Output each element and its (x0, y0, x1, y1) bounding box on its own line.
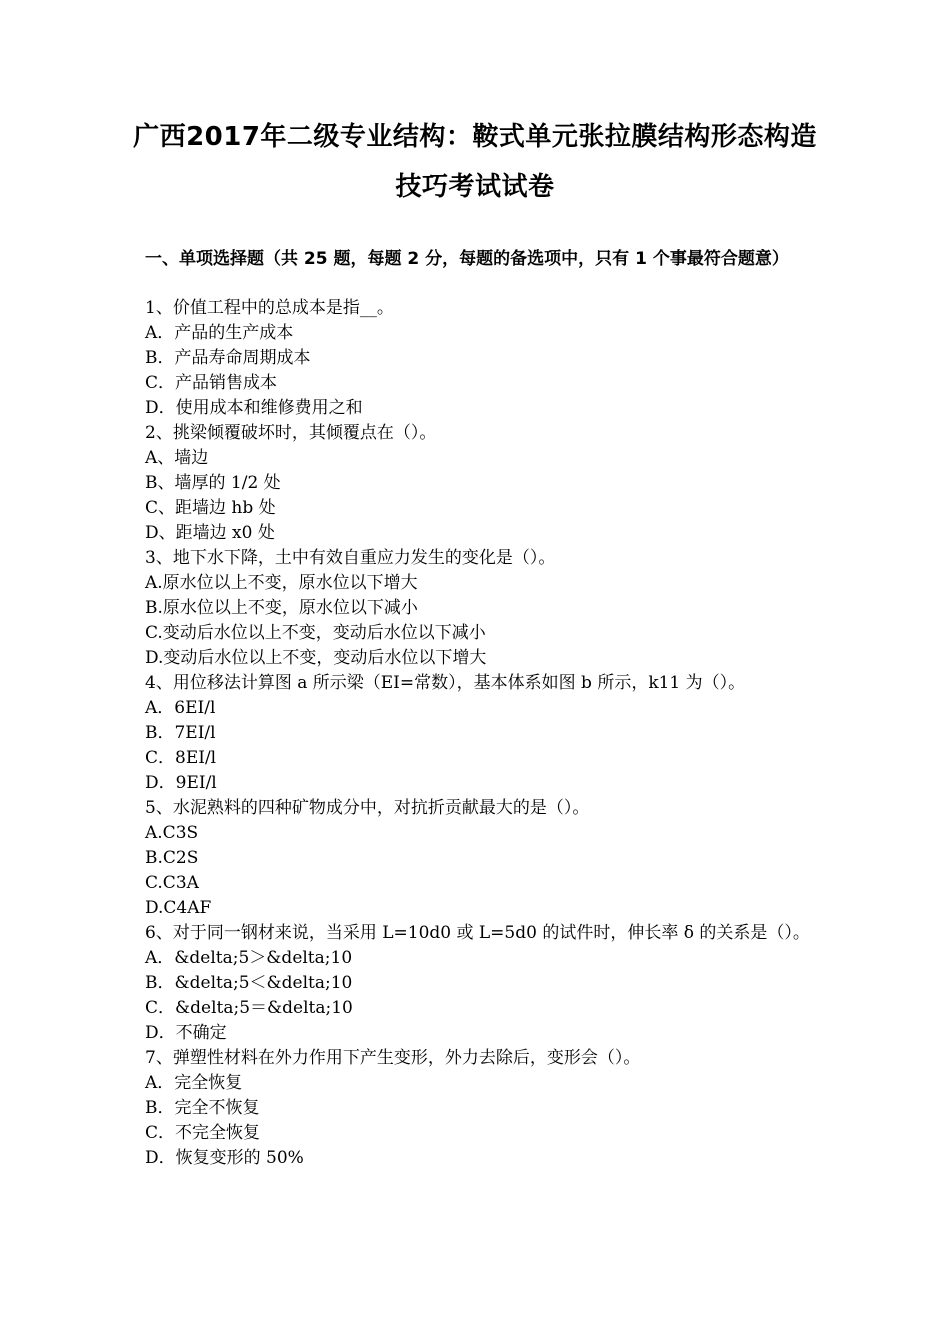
option-a: A．&delta;5＞&delta;10 (145, 948, 353, 968)
option-b: B．7EI/l (145, 723, 216, 743)
option-a: A．完全恢复 (145, 1073, 243, 1093)
question-7 (145, 1046, 810, 1171)
question-stem: 3、地下水下降，土中有效自重应力发生的变化是（）。 (145, 548, 556, 568)
option-d: D．恢复变形的 50% (145, 1148, 304, 1168)
option-a: A．6EI/l (145, 698, 216, 718)
question-6 (145, 921, 810, 1046)
question-stem: 5、水泥熟料的四种矿物成分中，对抗折贡献最大的是（）。 (145, 798, 590, 818)
option-c: C.变动后水位以上不变，变动后水位以下减小 (145, 623, 486, 643)
option-a: A．产品的生产成本 (145, 323, 294, 343)
option-d: D、距墙边 x0 处 (145, 523, 275, 543)
option-d: D．使用成本和维修费用之和 (145, 398, 363, 418)
option-c: C．不完全恢复 (145, 1123, 261, 1143)
option-a: A.原水位以上不变，原水位以下增大 (145, 573, 418, 593)
question-2 (145, 421, 810, 546)
question-5 (145, 796, 810, 921)
option-c: C、距墙边 hb 处 (145, 498, 276, 518)
option-b: B.原水位以上不变，原水位以下减小 (145, 598, 418, 618)
document-title-line-2: 技巧考试试卷 (395, 172, 555, 202)
option-b: B、墙厚的 1/2 处 (145, 473, 281, 493)
option-d: D．9EI/l (145, 773, 217, 793)
option-c: C.C3A (145, 873, 199, 893)
question-stem: 2、挑梁倾覆破坏时，其倾覆点在（）。 (145, 423, 437, 443)
question-stem: 6、对于同一钢材来说，当采用 L=10d0 或 L=5d0 的试件时，伸长率 δ 的关系是（）。 (145, 923, 810, 943)
question-stem: 4、用位移法计算图 a 所示梁（EI=常数），基本体系如图 b 所示，k11 为（）。 (145, 673, 746, 693)
option-c: C．8EI/l (145, 748, 217, 768)
option-b: B.C2S (145, 848, 199, 868)
question-1 (145, 296, 810, 421)
question-3 (145, 546, 810, 671)
option-a: A、墙边 (145, 448, 209, 468)
option-b: B．&delta;5＜&delta;10 (145, 973, 353, 993)
option-c: C．&delta;5＝&delta;10 (145, 998, 353, 1018)
option-b: B．产品寿命周期成本 (145, 348, 311, 368)
option-c: C．产品销售成本 (145, 373, 278, 393)
document-title-line-1: 广西2017年二级专业结构：鞍式单元张拉膜结构形态构造 (133, 122, 817, 152)
option-a: A.C3S (145, 823, 199, 843)
question-4 (145, 671, 810, 796)
option-d: D.C4AF (145, 898, 212, 918)
option-d: D．不确定 (145, 1023, 227, 1043)
option-b: B．完全不恢复 (145, 1098, 260, 1118)
section-heading: 一、单项选择题（共 25 题，每题 2 分，每题的备选项中，只有 1 个事最符合题意） (145, 249, 789, 269)
question-stem: 1、价值工程中的总成本是指__。 (145, 298, 394, 318)
question-list (145, 296, 810, 1171)
option-d: D.变动后水位以上不变，变动后水位以下增大 (145, 648, 487, 668)
question-stem: 7、弹塑性材料在外力作用下产生变形，外力去除后，变形会（）。 (145, 1048, 641, 1068)
